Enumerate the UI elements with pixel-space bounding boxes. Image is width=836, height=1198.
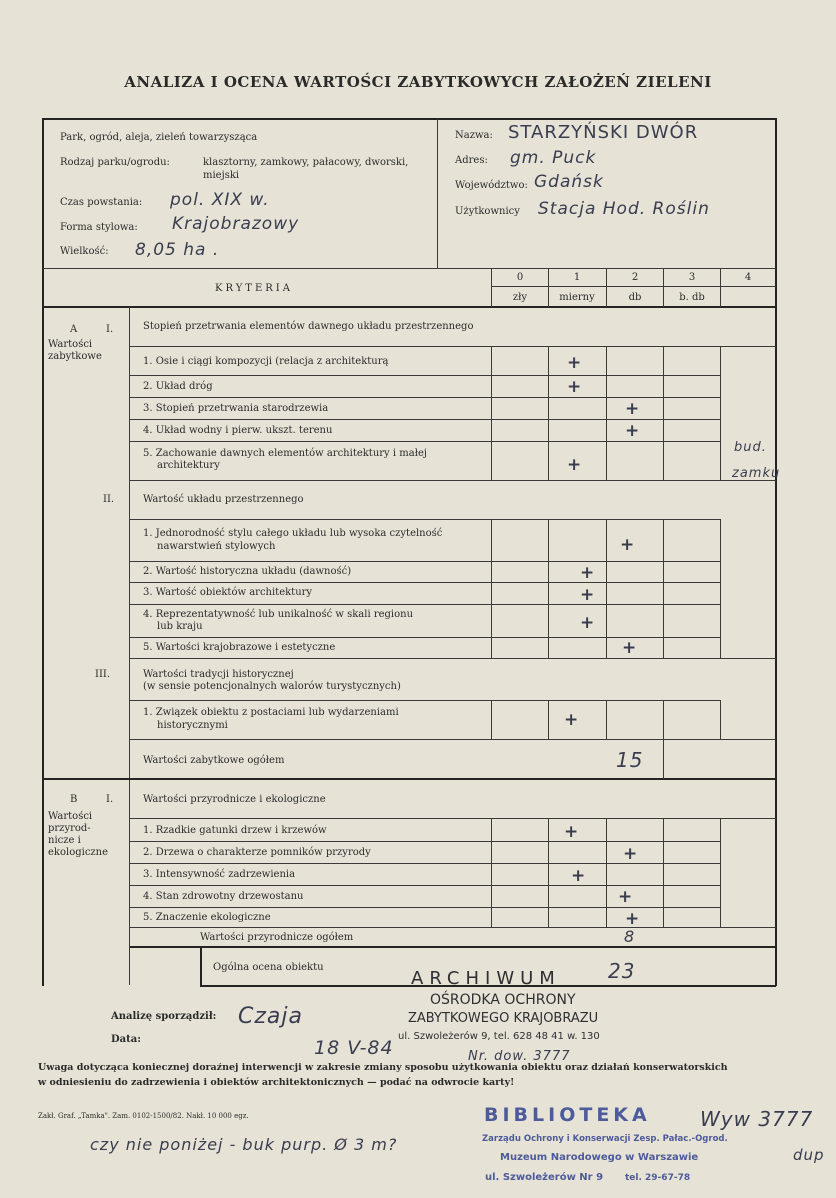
inventory-handwritten: Wyw 3777 — [700, 1107, 814, 1131]
forma-label: Forma stylowa: — [60, 222, 138, 233]
mark-a1-5: + — [567, 455, 582, 475]
rating-mierny: mierny — [559, 292, 595, 303]
score-1: 1 — [573, 272, 581, 283]
archive-stamp-line2: OŚRODKA OCHRONY — [430, 992, 576, 1008]
mark-a1-2: + — [567, 377, 582, 397]
criterion-a1-5: 5. Zachowanie dawnych elementów architektury i małej — [143, 448, 427, 459]
wielkosc-value: 8,05 ha . — [135, 240, 220, 260]
criterion-a1-2: 2. Układ dróg — [143, 381, 213, 392]
wielkosc-label: Wielkość: — [60, 246, 109, 257]
library-stamp-line3: Muzeum Narodowego w Warszawie — [500, 1152, 699, 1163]
adres-label: Adres: — [455, 155, 488, 166]
criterion-a1-1: 1. Osie i ciągi kompozycji (relacja z architekturą — [143, 356, 389, 367]
library-stamp-line4: ul. Szwoleżerów Nr 9 — [485, 1172, 604, 1183]
criterion-a2-1-cont: nawarstwień stylowych — [157, 541, 276, 552]
total-a-label: Wartości zabytkowe ogółem — [143, 755, 285, 766]
section-b-roman: I. — [106, 794, 114, 805]
notice-line2: w odniesieniu do zadrzewienia i obiektów architektonicznych — podać na odwrocie karty! — [38, 1077, 515, 1088]
criterion-b-5: 5. Znaczenie ekologiczne — [143, 912, 271, 923]
mark-b-1: + — [564, 822, 579, 842]
margin-note-2: zamku — [732, 466, 781, 481]
uzytkownicy-value: Stacja Hod. Roślin — [538, 199, 710, 219]
date-value: 18 V-84 — [314, 1037, 394, 1059]
inventory-number: Nr. dow. 3777 — [468, 1049, 571, 1064]
mark-a2-3: + — [580, 585, 595, 605]
footnote: czy nie poniżej - buk purp. Ø 3 m? — [90, 1135, 398, 1154]
mark-a2-4: + — [580, 613, 595, 633]
rodzaj-label: Rodzaj parku/ogrodu: — [60, 157, 170, 168]
mark-b-2: + — [623, 844, 638, 864]
section-a-name-1: Wartości — [48, 339, 93, 350]
signature: Czaja — [238, 1004, 303, 1029]
criterion-a2-3: 3. Wartość obiektów architektury — [143, 587, 313, 598]
criterion-a2-5: 5. Wartości krajobrazowe i estetyczne — [143, 642, 336, 653]
section-a-name-2: zabytkowe — [48, 351, 102, 362]
notice-line1: Uwaga dotycząca koniecznej doraźnej interwencji w zakresie zmiany sposobu użytkowania obiektu oraz działań konserwatorskich — [38, 1062, 728, 1073]
inventory-suffix: dup — [793, 1146, 825, 1164]
mark-b-4: + — [618, 887, 633, 907]
overall-label: Ogólna ocena obiektu — [213, 962, 324, 973]
analysis-label: Analizę sporządził: — [111, 1011, 217, 1022]
mark-a2-5: + — [622, 638, 637, 658]
rating-bdb: b. db — [679, 292, 705, 303]
section-b-name-1: Wartości — [48, 811, 93, 822]
group3-title-2: (w sensie potencjonalnych walorów turystycznych) — [143, 681, 401, 692]
nazwa-label: Nazwa: — [455, 130, 493, 141]
rodzaj-options-2: miejski — [203, 170, 240, 181]
mark-b-5: + — [625, 909, 640, 929]
margin-note-1: bud. — [734, 440, 767, 455]
group3-title: Wartości tradycji historycznej — [143, 669, 294, 680]
overall-value: 23 — [608, 959, 636, 983]
rating-db: db — [628, 292, 642, 303]
kryteria-label: KRYTERIA — [215, 283, 293, 294]
section-a-roman-2: II. — [103, 494, 115, 505]
mark-a2-2: + — [580, 563, 595, 583]
criterion-b-3: 3. Intensywność zadrzewienia — [143, 869, 296, 880]
mark-a2-1: + — [620, 535, 635, 555]
group1-title: Stopień przetrwania elementów dawnego układu przestrzennego — [143, 321, 474, 332]
criterion-b-1: 1. Rzadkie gatunki drzew i krzewów — [143, 825, 327, 836]
wojewodztwo-label: Województwo: — [455, 180, 528, 191]
criterion-a2-2: 2. Wartość historyczna układu (dawność) — [143, 566, 352, 577]
mark-a1-1: + — [567, 353, 582, 373]
total-a-value: 15 — [616, 748, 644, 772]
library-stamp-line5: tel. 29-67-78 — [625, 1173, 691, 1183]
score-2: 2 — [631, 272, 639, 283]
mark-b-3: + — [571, 866, 586, 886]
section-a-letter: A — [70, 324, 78, 335]
archive-stamp-line3: ZABYTKOWEGO KRAJOBRAZU — [408, 1011, 599, 1026]
library-stamp-line1: BIBLIOTEKA — [484, 1104, 651, 1126]
criterion-a2-4-cont: lub kraju — [157, 621, 203, 632]
total-b-value: 8 — [624, 927, 636, 946]
section-b-name-2: przyrod- — [48, 823, 91, 834]
group-b-title: Wartości przyrodnicze i ekologiczne — [143, 794, 326, 805]
score-0: 0 — [516, 272, 524, 283]
date-label: Data: — [111, 1034, 141, 1045]
mark-a1-4: + — [625, 421, 640, 441]
adres-value: gm. Puck — [510, 148, 597, 168]
rating-zly: zły — [512, 292, 528, 303]
total-b-label: Wartości przyrodnicze ogółem — [200, 932, 354, 943]
section-b-name-3: nicze i — [48, 835, 81, 846]
printer-info: Zakł. Graf. „Tamka". Zam. 0102-1500/82. Nakł. 10 000 egz. — [38, 1112, 249, 1120]
group2-title: Wartość układu przestrzennego — [143, 494, 304, 505]
wojewodztwo-value: Gdańsk — [534, 172, 604, 192]
mark-a3-1: + — [564, 710, 579, 730]
criterion-b-2: 2. Drzewa o charakterze pomników przyrody — [143, 847, 371, 858]
criterion-a1-3: 3. Stopień przetrwania starodrzewia — [143, 403, 329, 414]
criterion-a3-1-cont: historycznymi — [157, 720, 228, 731]
czas-label: Czas powstania: — [60, 197, 143, 208]
rodzaj-options: klasztorny, zamkowy, pałacowy, dworski, — [203, 157, 409, 168]
forma-value: Krajobrazowy — [172, 214, 300, 234]
czas-value: pol. XIX w. — [170, 190, 270, 210]
criterion-a2-1: 1. Jednorodność stylu całego układu lub wysoka czytelność — [143, 528, 443, 539]
uzytkownicy-label: Użytkownicy — [455, 206, 520, 217]
section-a-roman: I. — [106, 324, 114, 335]
score-3: 3 — [688, 272, 696, 283]
nazwa-value: STARZYŃSKI DWÓR — [508, 122, 699, 143]
section-b-name-4: ekologiczne — [48, 847, 109, 858]
document-title: ANALIZA I OCENA WARTOŚCI ZABYTKOWYCH ZAŁOŻEŃ ZIELENI — [124, 73, 712, 91]
library-stamp-line2: Zarządu Ochrony i Konserwacji Zesp. Pałac.-Ogrod. — [482, 1134, 728, 1144]
criterion-b-4: 4. Stan zdrowotny drzewostanu — [143, 891, 304, 902]
criterion-a1-4: 4. Układ wodny i pierw. ukszt. terenu — [143, 425, 333, 436]
archive-stamp-line4: ul. Szwoleżerów 9, tel. 628 48 41 w. 130 — [398, 1031, 600, 1042]
mark-a1-3: + — [625, 399, 640, 419]
section-a-roman-3: III. — [95, 669, 111, 680]
archive-stamp-line1: ARCHIWUM — [411, 968, 561, 989]
criterion-a1-5-cont: architektury — [157, 460, 220, 471]
criterion-a2-4: 4. Reprezentatywność lub unikalność w skali regionu — [143, 609, 414, 620]
park-type-label: Park, ogród, aleja, zieleń towarzysząca — [60, 132, 258, 143]
section-b-letter: B — [70, 794, 78, 805]
score-4: 4 — [744, 272, 752, 283]
criterion-a3-1: 1. Związek obiektu z postaciami lub wydarzeniami — [143, 707, 399, 718]
